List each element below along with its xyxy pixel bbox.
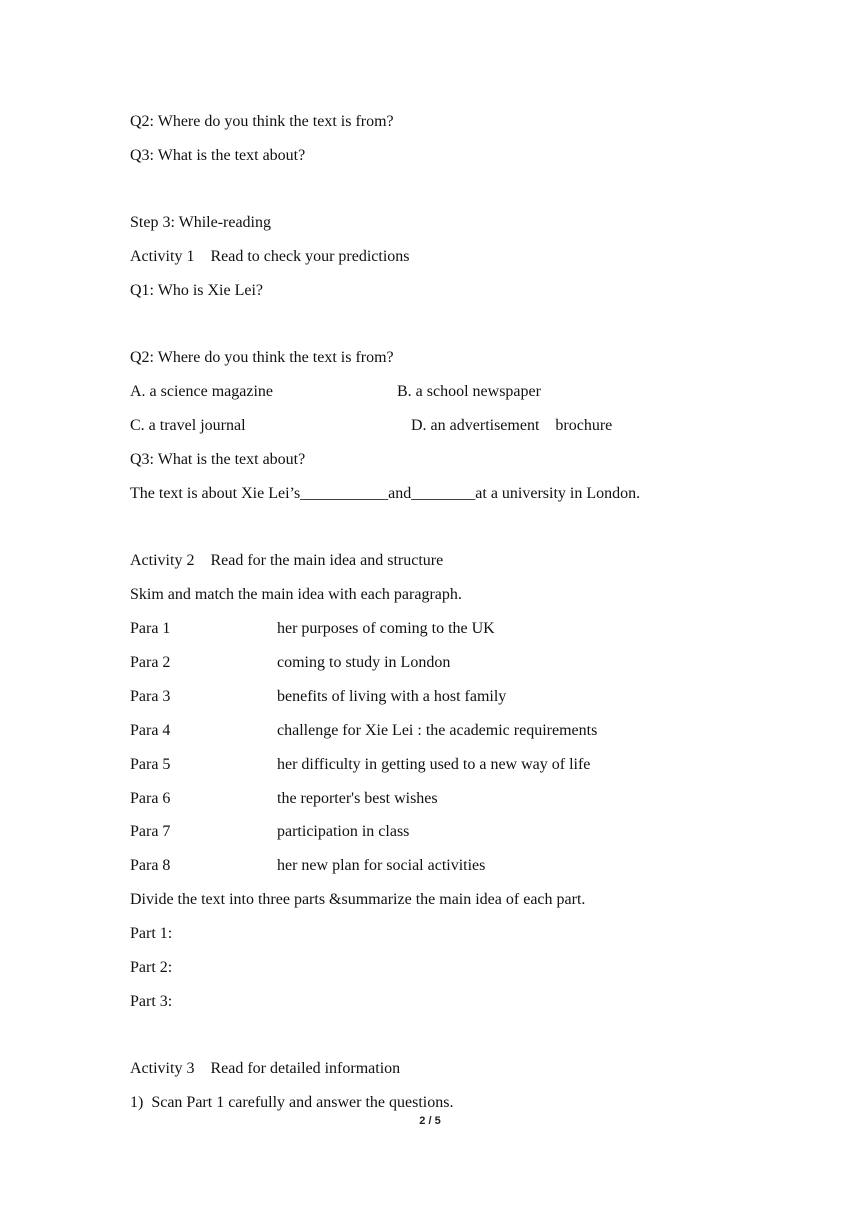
option-c: C. a travel journal [130, 417, 246, 434]
part-2-label: Part 2: [130, 959, 173, 976]
para-idea: her purposes of coming to the UK [277, 620, 495, 637]
para-idea: challenge for Xie Lei : the academic requirements [277, 722, 598, 739]
para-idea: her new plan for social activities [277, 857, 486, 874]
para-label: Para 8 [130, 857, 171, 874]
para-idea: coming to study in London [277, 654, 451, 671]
question-2: Q2: Where do you think the text is from? [130, 349, 394, 366]
para-label: Para 7 [130, 823, 171, 840]
option-a: A. a science magazine [130, 383, 274, 400]
scan-instruction: 1) Scan Part 1 carefully and answer the questions. [130, 1094, 454, 1111]
part-1-label: Part 1: [130, 925, 173, 942]
para-label: Para 2 [130, 654, 171, 671]
para-label: Para 5 [130, 756, 171, 773]
para-idea: benefits of living with a host family [277, 688, 507, 705]
para-label: Para 6 [130, 790, 171, 807]
option-b: B. a school newspaper [397, 383, 541, 400]
para-label: Para 3 [130, 688, 171, 705]
activity-1-heading: Activity 1 Read to check your predictions [130, 248, 410, 265]
para-label: Para 4 [130, 722, 171, 739]
question-3-heading: Q3: What is the text about? [130, 147, 306, 164]
para-label: Para 1 [130, 620, 171, 637]
question-3: Q3: What is the text about? [130, 451, 306, 468]
divide-instruction: Divide the text into three parts &summarize the main idea of each part. [130, 891, 586, 908]
part-3-label: Part 3: [130, 993, 173, 1010]
para-idea: her difficulty in getting used to a new way of life [277, 756, 591, 773]
para-idea: participation in class [277, 823, 410, 840]
activity-3-heading: Activity 3 Read for detailed information [130, 1060, 401, 1077]
fill-in-blank-sentence: The text is about Xie Lei’s___________and________at a university in London. [130, 485, 641, 502]
question-2-heading: Q2: Where do you think the text is from? [130, 113, 394, 130]
activity-2-heading: Activity 2 Read for the main idea and structure [130, 552, 444, 569]
step-3-heading: Step 3: While-reading [130, 214, 271, 231]
page-number: 2 / 5 [419, 1115, 441, 1127]
para-idea: the reporter's best wishes [277, 790, 438, 807]
option-d: D. an advertisement brochure [411, 417, 613, 434]
skim-instruction: Skim and match the main idea with each paragraph. [130, 586, 462, 603]
question-1: Q1: Who is Xie Lei? [130, 282, 264, 299]
